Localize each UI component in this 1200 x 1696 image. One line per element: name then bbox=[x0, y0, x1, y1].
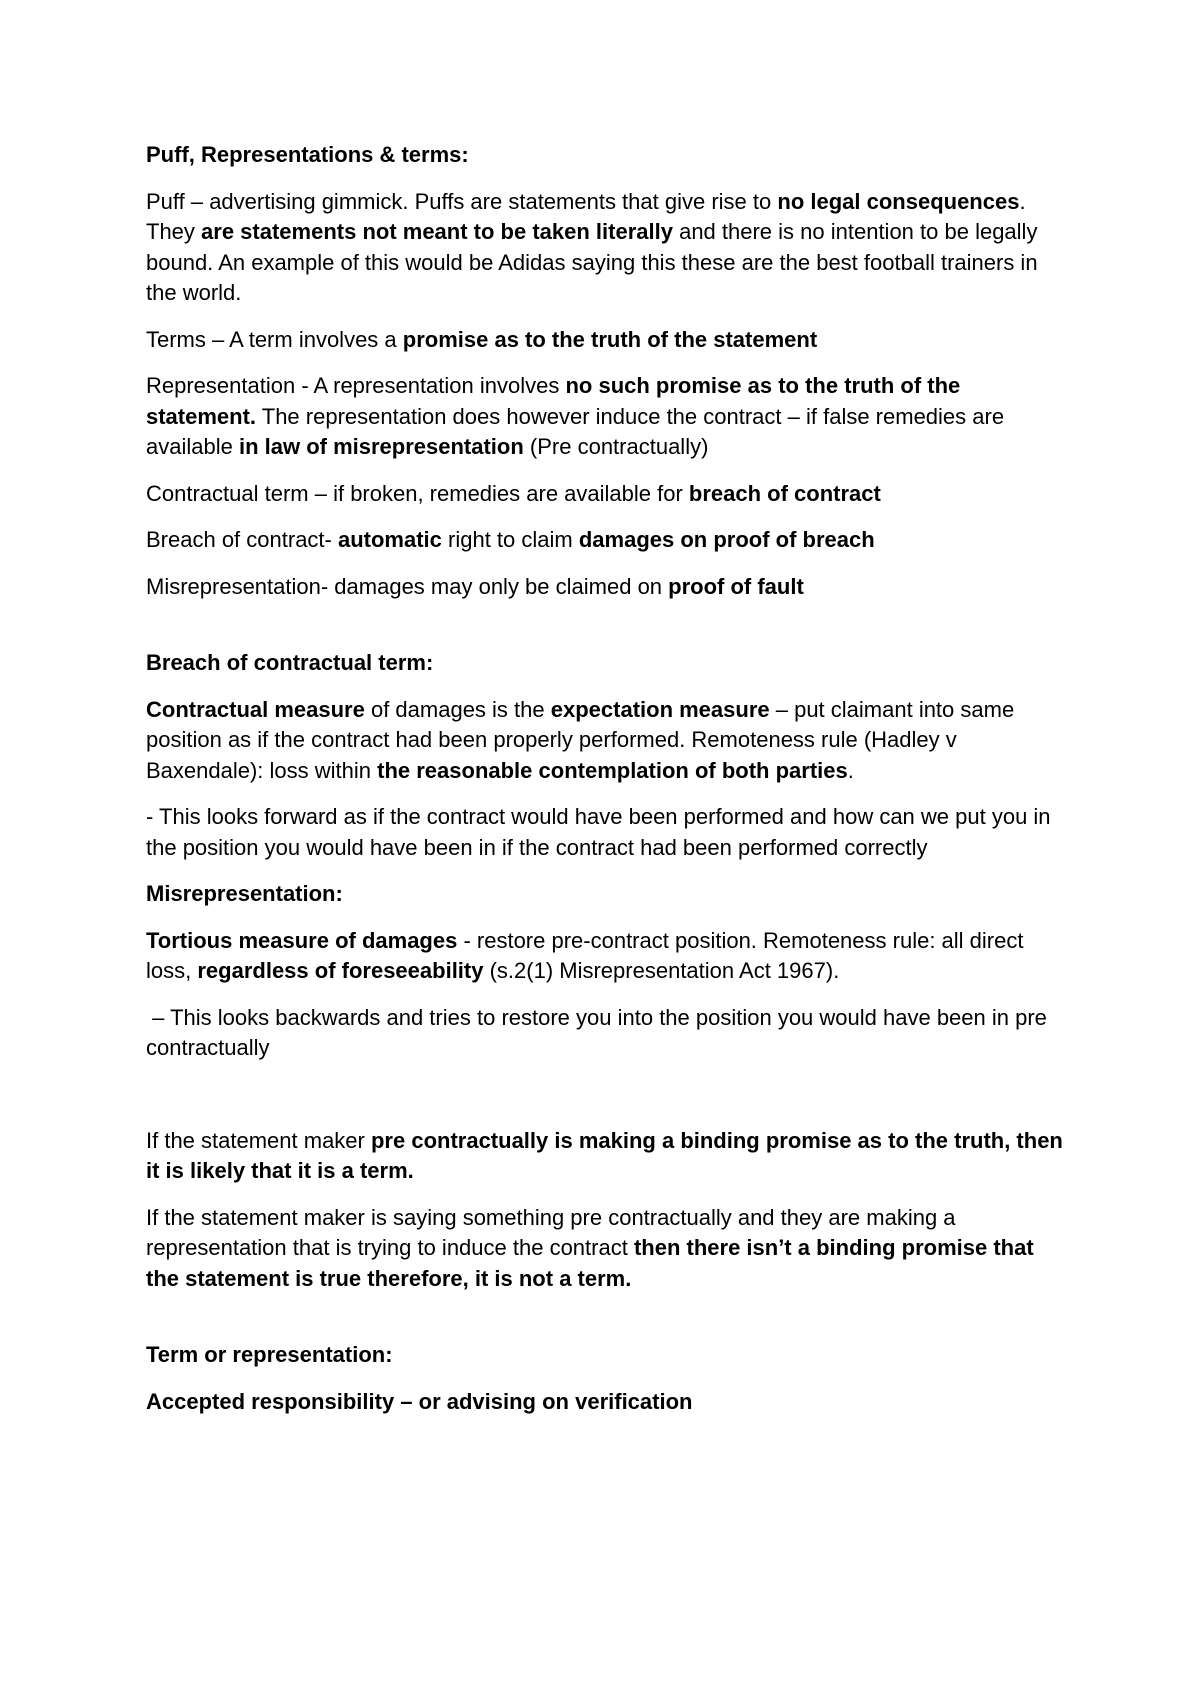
text: Representation - A representation involves bbox=[146, 373, 566, 398]
text: . They bbox=[146, 188, 1026, 244]
bold-text: Tortious measure of damages bbox=[146, 927, 458, 953]
text: right to claim bbox=[441, 527, 579, 552]
paragraph-terms bbox=[146, 325, 1066, 356]
text: - restore pre-contract position. Remoteness rule: all direct loss, bbox=[146, 927, 1024, 983]
text: (s.2(1) Misrepresentation Act 1967). bbox=[483, 958, 840, 983]
bold-text: promise as to the truth of the statement bbox=[402, 326, 818, 352]
paragraph-misrepresentation-damages bbox=[146, 572, 1066, 603]
paragraph-puff bbox=[146, 187, 1066, 309]
paragraph-representation bbox=[146, 371, 1066, 463]
section-heading-breach-of-contractual-term: Breach of contractual term: bbox=[146, 650, 434, 675]
text: Puff – advertising gimmick. Puffs are statements that give rise to bbox=[146, 188, 778, 214]
bold-text: no such promise as to the truth of the statement. bbox=[146, 373, 961, 429]
paragraph-looks-backwards: – This looks backwards and tries to restore you into the position you would have been in pre contractually bbox=[146, 1004, 1054, 1060]
paragraph-representation-not-term bbox=[146, 1203, 1066, 1295]
bold-text: expectation measure bbox=[550, 696, 770, 722]
subheading-accepted-responsibility: Accepted responsibility – or advising on verification bbox=[146, 1388, 693, 1414]
text: . bbox=[847, 757, 854, 783]
document-page bbox=[146, 140, 1066, 1433]
text: If the statement maker is saying something pre contractually and they are making a representation that is trying to induce the contract bbox=[146, 1204, 956, 1260]
section-heading-term-or-representation: Term or representation: bbox=[146, 1342, 393, 1367]
paragraph-looks-forward: - This looks forward as if the contract would have been performed and how can we put you in the position you would have been in if the contract had been performed correctly bbox=[146, 804, 1051, 860]
bold-text: no legal consequences bbox=[777, 188, 1020, 214]
text: Misrepresentation- damages may only be claimed on bbox=[146, 573, 669, 599]
bold-text: then there isn’t a binding promise that the statement is true therefore, it is not a term. bbox=[146, 1235, 1034, 1291]
bold-text: Contractual measure bbox=[146, 696, 365, 722]
text: The representation does however induce the contract – if false remedies are available bbox=[146, 403, 1005, 459]
bold-text: automatic bbox=[337, 527, 442, 552]
bold-text: regardless of foreseeability bbox=[197, 958, 484, 983]
paragraph-contractual-measure bbox=[146, 695, 1066, 787]
bold-text: in law of misrepresentation bbox=[238, 434, 524, 459]
paragraph-tortious-measure bbox=[146, 926, 1066, 987]
bold-text: the reasonable contemplation of both parties bbox=[377, 757, 848, 783]
paragraph-breach-of-contract bbox=[146, 525, 1066, 556]
paragraph-binding-promise-term bbox=[146, 1126, 1066, 1187]
section-heading-puff-representations-terms: Puff, Representations & terms: bbox=[146, 142, 469, 167]
text: and there is no intention to be legally bound. An example of this would be Adidas saying this these are the best football trainers in the world. bbox=[146, 219, 1038, 305]
text: (Pre contractually) bbox=[523, 434, 709, 459]
text: Terms – A term involves a bbox=[146, 326, 403, 352]
bold-text: proof of fault bbox=[668, 573, 804, 599]
text: If the statement maker bbox=[146, 1127, 371, 1153]
bold-text: are statements not meant to be taken literally bbox=[201, 219, 673, 244]
text: Breach of contract- bbox=[146, 527, 338, 552]
text: Contractual term – if broken, remedies are available for bbox=[146, 480, 689, 506]
text: of damages is the bbox=[364, 696, 551, 722]
section-heading-misrepresentation: Misrepresentation: bbox=[146, 881, 343, 906]
bold-text: damages on proof of breach bbox=[578, 527, 875, 552]
paragraph-contractual-term bbox=[146, 479, 1066, 510]
bold-text: pre contractually is making a binding promise as to the truth, then it is likely that it is a term. bbox=[146, 1127, 1063, 1183]
text: – put claimant into same position as if the contract had been properly performed. Remoteness rule (Hadley v Baxendale): loss within bbox=[146, 696, 1015, 783]
bold-text: breach of contract bbox=[688, 480, 881, 506]
